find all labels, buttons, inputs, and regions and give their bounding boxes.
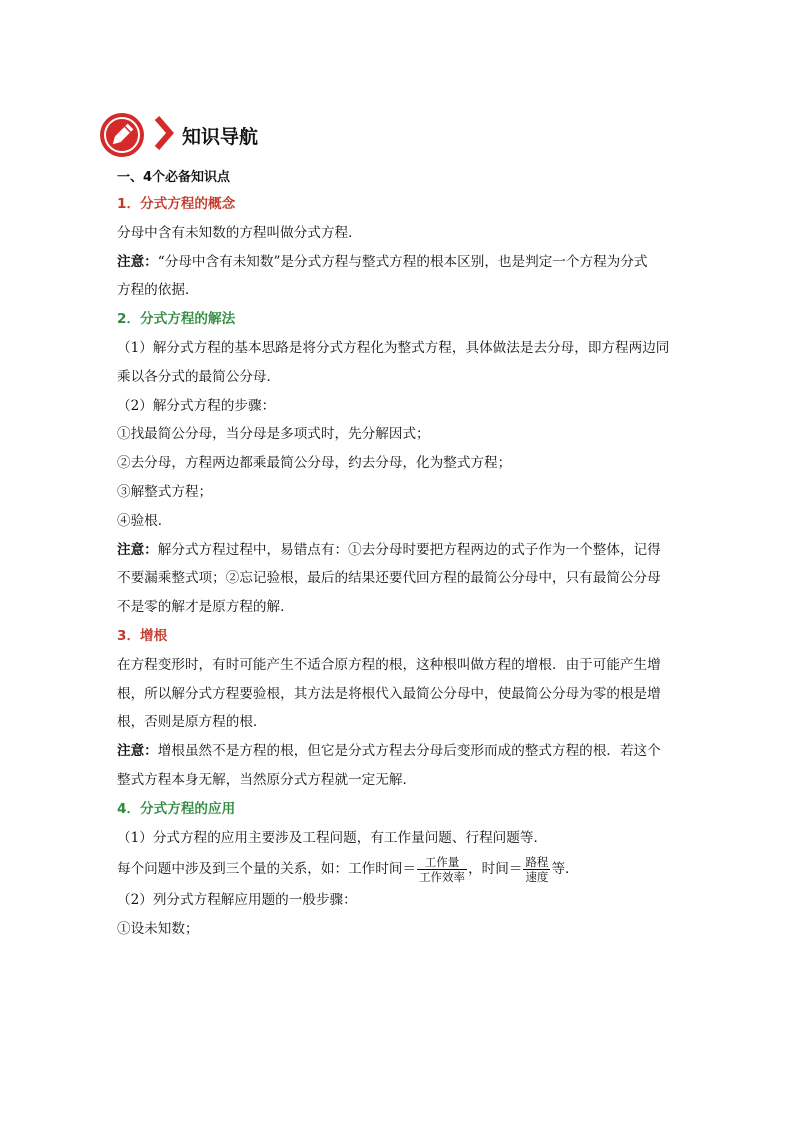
note-text: 不是零的解才是原方程的解．	[117, 599, 294, 616]
list-item: ①设未知数；	[117, 921, 199, 938]
note-paragraph	[117, 536, 683, 565]
paragraph: 根，否则是原方程的根．	[117, 714, 267, 731]
fraction-denominator: 工作效率	[419, 870, 466, 885]
note-label: 注意：	[117, 253, 158, 270]
pencil-badge-icon	[100, 113, 144, 157]
note-text: “分母中含有未知数”是分式方程与整式方程的根本区别，也是判定一个方程为分式	[157, 253, 648, 270]
heading-application: 4．分式方程的应用	[117, 800, 236, 817]
paragraph: （1）解分式方程的基本思路是将分式方程化为整式方程，具体做法是去分母，即方程两边同	[117, 339, 670, 356]
note-paragraph	[117, 737, 683, 766]
fraction-time	[523, 855, 550, 884]
fraction-numerator: 路程	[525, 855, 549, 870]
paragraph: （2）列分式方程解应用题的一般步骤：	[117, 892, 357, 909]
section-header	[100, 112, 258, 158]
heading-solution: 2．分式方程的解法	[117, 311, 236, 328]
paragraph: （2）解分式方程的步骤：	[117, 397, 276, 414]
heading-extraneous-root: 3．增根	[117, 627, 168, 644]
note-text: 解分式方程过程中，易错点有：①去分母时要把方程两边的式子作为一个整体，记得	[157, 541, 661, 558]
list-item: ②去分母，方程两边都乘最简公分母，约去分母，化为整式方程；	[117, 455, 512, 472]
note-label: 注意：	[117, 743, 158, 760]
paragraph: 在方程变形时，有时可能产生不适合原方程的根，这种根叫做方程的增根．由于可能产生增	[117, 656, 661, 673]
note-text: 不要漏乘整式项；②忘记验根，最后的结果还要代回方程的最简公分母中，只有最简公分母	[117, 570, 661, 587]
section-heading: 一、4个必备知识点	[117, 170, 231, 185]
formula-text: 每个问题中涉及到三个量的关系，如：工作时间＝	[117, 861, 417, 878]
list-item: ①找最简公分母，当分母是多项式时，先分解因式；	[117, 426, 430, 443]
paragraph: 乘以各分式的最简公分母．	[117, 368, 281, 385]
list-item: ③解整式方程；	[117, 483, 213, 500]
chevron-right-icon	[154, 115, 174, 155]
paragraph: 分母中含有未知数的方程叫做分式方程．	[117, 224, 362, 241]
note-text: 方程的依据．	[117, 282, 199, 299]
page-title: 知识导航	[182, 125, 259, 148]
note-paragraph	[117, 248, 683, 277]
heading-concept: 1．分式方程的概念	[117, 196, 236, 212]
fraction-work-time	[417, 855, 467, 884]
formula-text: 等．	[551, 861, 579, 878]
fraction-numerator: 工作量	[417, 855, 467, 870]
note-text: 增根虽然不是方程的根，但它是分式方程去分母后变形而成的整式方程的根．若这个	[157, 743, 661, 760]
document-body	[117, 168, 683, 944]
note-label: 注意：	[117, 541, 158, 558]
note-text: 整式方程本身无解，当然原分式方程就一定无解．	[117, 771, 417, 788]
paragraph: （1）分式方程的应用主要涉及工程问题，有工作量问题、行程问题等．	[117, 829, 548, 846]
formula-text: ，时间＝	[468, 861, 523, 878]
list-item: ④验根．	[117, 512, 172, 529]
fraction-denominator: 速度	[525, 870, 549, 885]
paragraph: 根，所以解分式方程要验根，其方法是将根代入最简公分母中，使最简公分母为零的根是增	[117, 685, 661, 702]
formula-paragraph	[117, 852, 683, 886]
